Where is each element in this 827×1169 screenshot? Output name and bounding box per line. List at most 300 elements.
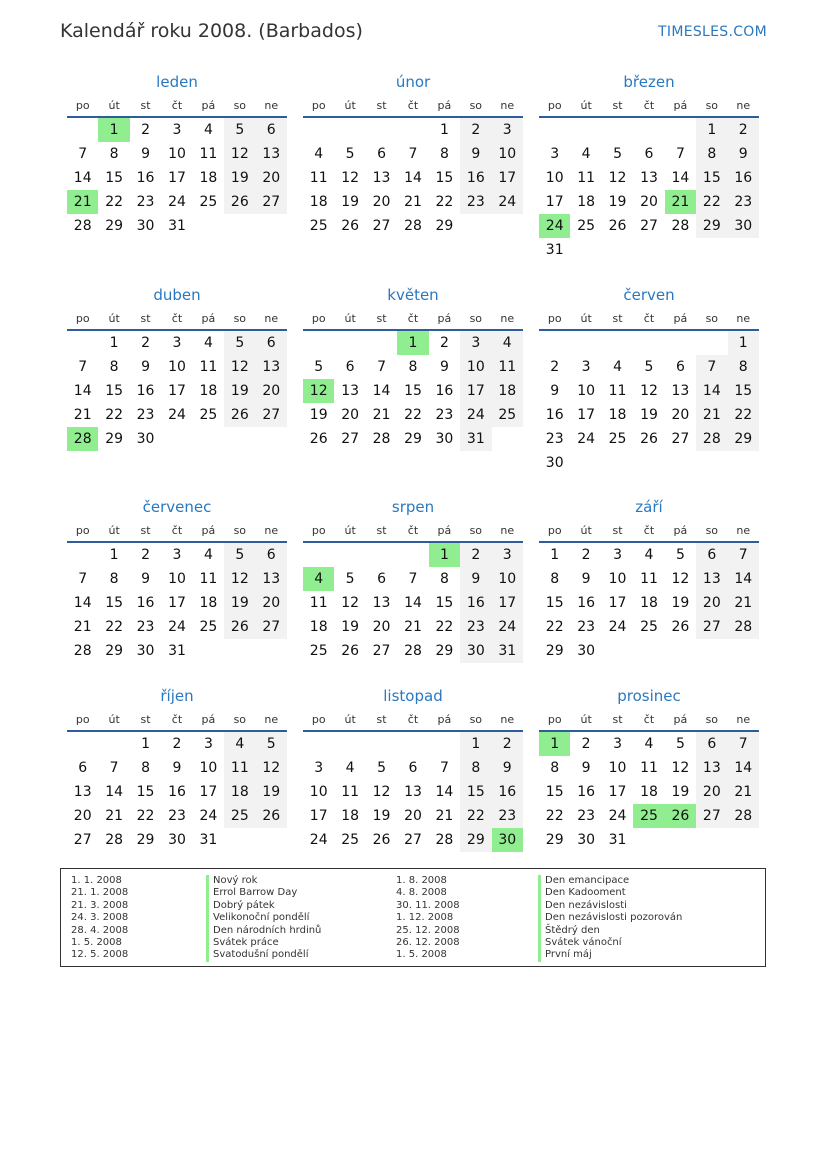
weekday-header: pá — [201, 98, 216, 112]
weekday-header: čt — [171, 98, 183, 112]
day-cell: 11 — [199, 571, 218, 587]
week-row — [303, 330, 523, 355]
legend-date: 1. 5. 2008 — [71, 936, 122, 948]
weekday-header: ne — [736, 523, 751, 537]
month-name: srpen — [391, 498, 435, 516]
week-row — [303, 355, 523, 379]
day-cell: 21 — [372, 407, 391, 423]
empty-cell — [366, 117, 397, 142]
day-cell: 28 — [73, 218, 92, 234]
legend-holiday-name: Nový rok — [206, 875, 321, 887]
day-cell: 31 — [199, 832, 218, 848]
day-cell: 16 — [577, 595, 596, 611]
day-cell: 15 — [545, 595, 564, 611]
day-cell: 7 — [377, 359, 387, 375]
day-cell: 31 — [492, 639, 523, 663]
empty-cell — [67, 117, 98, 142]
empty-cell — [570, 451, 601, 475]
week-row — [539, 117, 759, 142]
legend-date: 1. 5. 2008 — [396, 949, 447, 961]
week-row — [539, 731, 759, 756]
day-cell: 16 — [460, 166, 491, 190]
weekday-header: st — [140, 311, 151, 325]
legend-date: 12. 5. 2008 — [71, 949, 129, 961]
empty-cell — [492, 214, 523, 238]
legend-holiday-name: Errol Barrow Day — [206, 887, 321, 899]
day-cell: 23 — [136, 407, 155, 423]
legend-date: 1. 12. 2008 — [396, 912, 454, 924]
day-cell: 22 — [545, 619, 564, 635]
day-cell: 20 — [372, 619, 391, 635]
day-cell: 2 — [172, 736, 182, 752]
legend-holiday-name: Svátek práce — [206, 937, 321, 949]
day-cell: 24 — [168, 407, 186, 423]
day-cell: 2 — [141, 122, 151, 138]
week-row — [539, 166, 759, 190]
weekday-header: st — [376, 98, 387, 112]
day-cell: 17 — [168, 595, 186, 611]
weekday-header: st — [376, 712, 387, 726]
week-row — [303, 567, 523, 591]
empty-cell — [728, 451, 759, 475]
day-cell: 14 — [696, 379, 727, 403]
empty-cell — [397, 542, 428, 567]
weekday-header: pá — [201, 712, 216, 726]
month-květen — [303, 285, 523, 451]
day-cell: 24 — [460, 403, 491, 427]
weekday-header: út — [580, 98, 592, 112]
day-cell: 4 — [203, 547, 213, 563]
weekday-header: ne — [500, 98, 515, 112]
day-cell: 3 — [460, 330, 491, 355]
day-cell: 30 — [728, 214, 759, 238]
day-cell: 18 — [640, 784, 658, 800]
weekday-header: po — [75, 523, 90, 537]
weekday-header: ne — [500, 523, 515, 537]
legend-date: 1. 1. 2008 — [71, 875, 122, 886]
day-cell: 30 — [136, 431, 155, 447]
day-cell: 5 — [345, 146, 355, 162]
day-cell: 5 — [675, 547, 685, 563]
weekday-header: pá — [673, 98, 688, 112]
day-cell: 30 — [136, 218, 155, 234]
holiday-day-cell: 1 — [429, 542, 460, 567]
day-cell: 22 — [136, 808, 155, 824]
empty-cell — [570, 117, 601, 142]
day-cell: 3 — [172, 122, 182, 138]
day-cell: 22 — [404, 407, 422, 423]
day-cell: 26 — [372, 832, 391, 848]
day-cell: 20 — [256, 166, 287, 190]
day-cell: 11 — [309, 595, 328, 611]
day-cell: 26 — [341, 218, 360, 234]
week-row — [67, 142, 287, 166]
day-cell: 17 — [492, 166, 523, 190]
week-row — [303, 804, 523, 828]
month-table — [303, 519, 523, 663]
day-cell: 11 — [640, 571, 658, 587]
weekday-header: st — [612, 712, 623, 726]
day-cell: 6 — [256, 117, 287, 142]
day-cell: 2 — [550, 359, 560, 375]
day-cell: 4 — [644, 547, 654, 563]
day-cell: 29 — [136, 832, 155, 848]
day-cell: 1 — [109, 335, 119, 351]
day-cell: 29 — [728, 427, 759, 451]
day-cell: 8 — [141, 760, 151, 776]
day-cell: 15 — [136, 784, 155, 800]
day-cell: 17 — [608, 784, 627, 800]
day-cell: 27 — [341, 431, 360, 447]
day-cell: 22 — [435, 194, 454, 210]
day-cell: 5 — [224, 330, 255, 355]
legend-holiday-name: Den nezávislosti — [538, 900, 682, 912]
empty-cell — [67, 330, 98, 355]
week-row — [303, 427, 523, 451]
day-cell: 4 — [613, 359, 623, 375]
day-cell: 11 — [608, 383, 627, 399]
day-cell: 19 — [372, 808, 391, 824]
day-cell: 7 — [728, 731, 759, 756]
empty-cell — [492, 427, 523, 451]
day-cell: 6 — [78, 760, 88, 776]
day-cell: 13 — [256, 355, 287, 379]
day-cell: 6 — [256, 330, 287, 355]
weekday-header: čt — [407, 712, 419, 726]
day-cell: 22 — [545, 808, 564, 824]
holiday-day-cell: 21 — [665, 190, 696, 214]
day-cell: 17 — [492, 591, 523, 615]
day-cell: 10 — [168, 146, 186, 162]
weekday-header: st — [612, 311, 623, 325]
day-cell: 9 — [141, 571, 151, 587]
week-row — [539, 427, 759, 451]
day-cell: 24 — [168, 619, 186, 635]
empty-cell — [334, 330, 365, 355]
day-cell: 1 — [109, 547, 119, 563]
day-cell: 30 — [435, 431, 454, 447]
day-cell: 3 — [492, 542, 523, 567]
week-row — [539, 403, 759, 427]
week-row — [67, 615, 287, 639]
day-cell: 16 — [136, 383, 155, 399]
day-cell: 2 — [492, 731, 523, 756]
day-cell: 6 — [644, 146, 654, 162]
legend-date: 21. 1. 2008 — [71, 887, 129, 899]
week-row — [303, 190, 523, 214]
weekday-header: út — [108, 311, 120, 325]
empty-cell — [334, 542, 365, 567]
day-cell: 12 — [224, 567, 255, 591]
month-červen — [539, 285, 759, 475]
day-cell: 14 — [728, 567, 759, 591]
day-cell: 3 — [203, 736, 213, 752]
day-cell: 9 — [460, 142, 491, 166]
day-cell: 10 — [608, 760, 627, 776]
day-cell: 19 — [341, 619, 360, 635]
weekday-header: st — [612, 523, 623, 537]
day-cell: 23 — [435, 407, 454, 423]
day-cell: 28 — [105, 832, 124, 848]
day-cell: 10 — [577, 383, 596, 399]
day-cell: 18 — [199, 170, 218, 186]
day-cell: 23 — [728, 190, 759, 214]
day-cell: 14 — [73, 595, 92, 611]
day-cell: 22 — [696, 190, 727, 214]
day-cell: 18 — [224, 780, 255, 804]
day-cell: 28 — [404, 218, 422, 234]
empty-cell — [303, 330, 334, 355]
empty-cell — [570, 330, 601, 355]
day-cell: 8 — [109, 146, 119, 162]
day-cell: 24 — [168, 194, 186, 210]
day-cell: 7 — [109, 760, 119, 776]
day-cell: 31 — [608, 832, 627, 848]
day-cell: 20 — [372, 194, 391, 210]
day-cell: 20 — [696, 780, 727, 804]
day-cell: 1 — [550, 547, 560, 563]
day-cell: 15 — [728, 379, 759, 403]
weekday-header: út — [580, 523, 592, 537]
week-row — [539, 355, 759, 379]
month-table — [539, 708, 759, 852]
day-cell: 9 — [460, 567, 491, 591]
holiday-legend — [60, 868, 766, 967]
day-cell: 24 — [492, 615, 523, 639]
month-name: říjen — [160, 687, 194, 705]
day-cell: 30 — [136, 643, 155, 659]
day-cell: 3 — [550, 146, 560, 162]
day-cell: 17 — [309, 808, 328, 824]
weekday-header: čt — [643, 712, 655, 726]
day-cell: 21 — [696, 403, 727, 427]
month-table — [303, 307, 523, 451]
day-cell: 6 — [696, 731, 727, 756]
weekday-header: pá — [437, 712, 452, 726]
weekday-header: po — [547, 98, 562, 112]
weekday-header: čt — [171, 523, 183, 537]
weekday-header: pá — [673, 311, 688, 325]
weekday-header: pá — [437, 98, 452, 112]
day-cell: 4 — [314, 146, 324, 162]
legend-holiday-name: Svátek vánoční — [538, 937, 682, 949]
weekday-header: čt — [407, 98, 419, 112]
day-cell: 19 — [224, 591, 255, 615]
week-row — [303, 379, 523, 403]
weekday-header: po — [311, 98, 326, 112]
day-cell: 23 — [460, 190, 491, 214]
day-cell: 17 — [199, 784, 218, 800]
day-cell: 20 — [640, 194, 658, 210]
day-cell: 8 — [109, 359, 119, 375]
month-table — [303, 708, 523, 852]
weekday-header: ne — [500, 311, 515, 325]
month-srpen — [303, 497, 523, 663]
empty-cell — [602, 330, 633, 355]
day-cell: 28 — [435, 832, 454, 848]
week-row — [539, 142, 759, 166]
day-cell: 15 — [545, 784, 564, 800]
day-cell: 11 — [224, 756, 255, 780]
day-cell: 18 — [577, 194, 596, 210]
brand-link[interactable]: TIMESLES.COM — [658, 24, 767, 40]
week-row — [539, 756, 759, 780]
day-cell: 23 — [492, 804, 523, 828]
weekday-header: po — [311, 311, 326, 325]
legend-holiday-name: Den nezávislosti pozorován — [538, 912, 682, 924]
empty-cell — [303, 542, 334, 567]
day-cell: 14 — [105, 784, 124, 800]
day-cell: 18 — [199, 595, 218, 611]
week-row — [539, 451, 759, 475]
day-cell: 30 — [577, 643, 596, 659]
day-cell: 16 — [435, 383, 454, 399]
week-row — [67, 403, 287, 427]
day-cell: 26 — [309, 431, 328, 447]
day-cell: 25 — [577, 218, 596, 234]
day-cell: 28 — [372, 431, 391, 447]
weekday-header: so — [233, 311, 247, 325]
day-cell: 4 — [203, 122, 213, 138]
empty-cell — [633, 117, 664, 142]
weekday-header: pá — [201, 523, 216, 537]
legend-names-left — [206, 875, 321, 962]
month-table — [67, 519, 287, 663]
week-row — [539, 190, 759, 214]
day-cell: 6 — [345, 359, 355, 375]
day-cell: 4 — [345, 760, 355, 776]
day-cell: 26 — [224, 615, 255, 639]
day-cell: 29 — [435, 643, 454, 659]
weekday-header: so — [469, 311, 483, 325]
day-cell: 2 — [581, 547, 591, 563]
day-cell: 28 — [728, 615, 759, 639]
holiday-day-cell: 12 — [303, 379, 334, 403]
weekday-header: ne — [264, 98, 279, 112]
empty-cell — [397, 731, 428, 756]
day-cell: 14 — [404, 595, 422, 611]
empty-cell — [256, 427, 287, 451]
day-cell: 12 — [224, 142, 255, 166]
day-cell: 23 — [136, 619, 155, 635]
day-cell: 2 — [460, 117, 491, 142]
day-cell: 7 — [696, 355, 727, 379]
day-cell: 6 — [377, 146, 387, 162]
weekday-header: ne — [736, 311, 751, 325]
weekday-header: so — [233, 523, 247, 537]
day-cell: 11 — [492, 355, 523, 379]
month-name: červenec — [142, 498, 212, 516]
day-cell: 20 — [671, 407, 690, 423]
empty-cell — [334, 117, 365, 142]
month-table — [539, 519, 759, 663]
day-cell: 4 — [581, 146, 591, 162]
empty-cell — [696, 828, 727, 852]
empty-cell — [193, 427, 224, 451]
weekday-header: po — [547, 523, 562, 537]
day-cell: 8 — [439, 146, 449, 162]
day-cell: 10 — [309, 784, 328, 800]
weekday-header: so — [705, 98, 719, 112]
day-cell: 31 — [545, 242, 564, 258]
day-cell: 26 — [341, 643, 360, 659]
weekday-header: út — [580, 311, 592, 325]
weekday-header: út — [344, 523, 356, 537]
day-cell: 26 — [608, 218, 627, 234]
day-cell: 25 — [492, 403, 523, 427]
empty-cell — [256, 214, 287, 238]
month-listopad — [303, 686, 523, 852]
day-cell: 26 — [224, 190, 255, 214]
empty-cell — [602, 238, 633, 262]
holiday-day-cell: 30 — [492, 828, 523, 852]
empty-cell — [224, 427, 255, 451]
day-cell: 21 — [73, 619, 92, 635]
day-cell: 19 — [224, 379, 255, 403]
day-cell: 22 — [105, 619, 124, 635]
day-cell: 24 — [608, 808, 627, 824]
month-table — [67, 307, 287, 451]
day-cell: 19 — [640, 407, 658, 423]
day-cell: 8 — [728, 355, 759, 379]
day-cell: 11 — [577, 170, 596, 186]
day-cell: 3 — [613, 547, 623, 563]
legend-dates-right — [396, 875, 460, 962]
day-cell: 5 — [224, 542, 255, 567]
empty-cell — [696, 330, 727, 355]
day-cell: 28 — [404, 643, 422, 659]
holiday-day-cell: 1 — [397, 330, 428, 355]
empty-cell — [728, 238, 759, 262]
day-cell: 23 — [577, 619, 596, 635]
week-row — [303, 615, 523, 639]
day-cell: 12 — [671, 571, 690, 587]
empty-cell — [728, 639, 759, 663]
day-cell: 11 — [199, 146, 218, 162]
day-cell: 31 — [460, 427, 491, 451]
day-cell: 19 — [608, 194, 627, 210]
week-row — [303, 166, 523, 190]
empty-cell — [665, 451, 696, 475]
day-cell: 29 — [105, 431, 124, 447]
week-row — [303, 214, 523, 238]
day-cell: 21 — [435, 808, 454, 824]
day-cell: 18 — [608, 407, 627, 423]
month-table — [539, 94, 759, 262]
day-cell: 2 — [439, 335, 449, 351]
legend-date: 30. 11. 2008 — [396, 899, 460, 911]
day-cell: 10 — [492, 567, 523, 591]
month-name: prosinec — [617, 687, 681, 705]
weekday-header: so — [469, 712, 483, 726]
month-říjen — [67, 686, 287, 852]
day-cell: 27 — [73, 832, 92, 848]
weekday-header: so — [705, 523, 719, 537]
day-cell: 25 — [309, 218, 328, 234]
empty-cell — [429, 731, 460, 756]
empty-cell — [224, 639, 255, 663]
legend-date: 1. 8. 2008 — [396, 875, 447, 886]
weekday-header: po — [311, 712, 326, 726]
day-cell: 28 — [728, 804, 759, 828]
day-cell: 25 — [341, 832, 360, 848]
day-cell: 25 — [309, 643, 328, 659]
day-cell: 29 — [460, 828, 491, 852]
week-row — [303, 591, 523, 615]
empty-cell — [665, 828, 696, 852]
day-cell: 13 — [73, 784, 92, 800]
weekday-header: pá — [437, 523, 452, 537]
